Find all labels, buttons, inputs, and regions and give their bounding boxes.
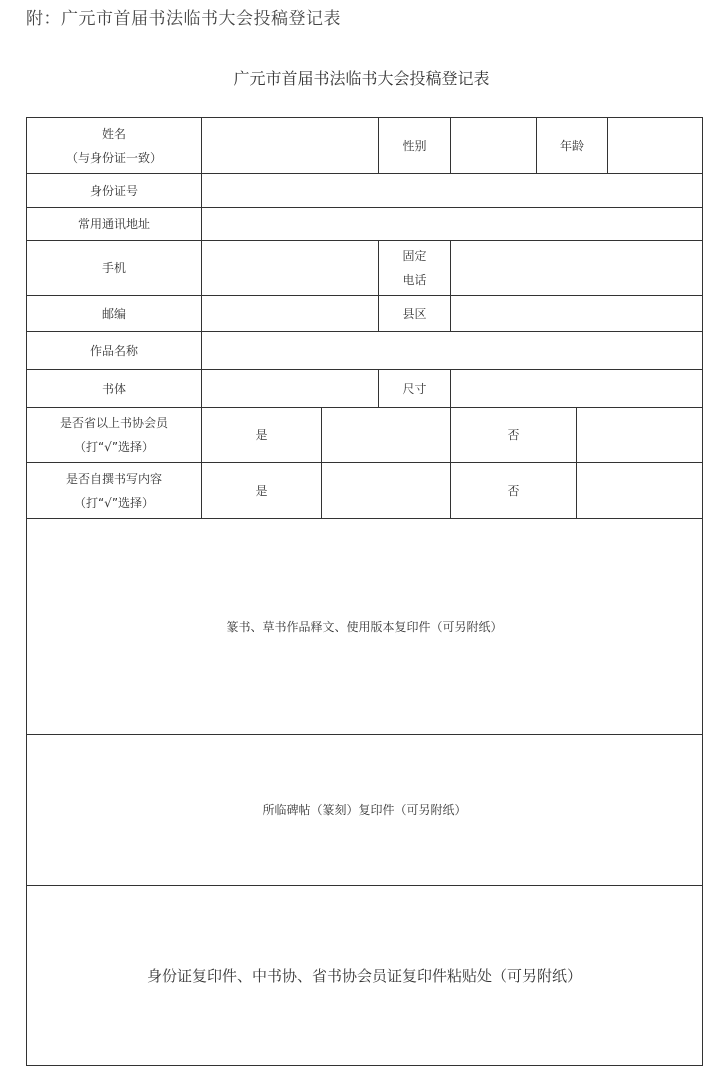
registration-form-table (26, 117, 703, 1066)
self-written-label-note: （打“√”选择） (73, 495, 155, 510)
work-title-label: 作品名称 (89, 343, 138, 358)
landline-field[interactable] (451, 241, 702, 295)
landline-label-line2: 电话 (402, 273, 427, 287)
address-field[interactable] (202, 208, 702, 240)
gender-label: 性别 (402, 138, 427, 153)
county-field[interactable] (451, 296, 702, 331)
transcription-attachment-area[interactable] (27, 519, 702, 734)
name-label-cell (27, 118, 201, 173)
self-written-label-cell (27, 463, 201, 518)
self-written-no-label: 否 (507, 483, 520, 498)
size-field[interactable] (451, 370, 702, 407)
script-style-label: 书体 (101, 381, 126, 396)
rubbing-section-label: 所临碑帖（篆刻）复印件（可另附纸） (262, 803, 467, 817)
id-copy-paste-area[interactable] (27, 886, 702, 1065)
script-style-field[interactable] (202, 370, 378, 407)
county-label: 县区 (402, 306, 427, 321)
gender-field[interactable] (451, 118, 536, 173)
postcode-field[interactable] (202, 296, 378, 331)
name-label: 姓名 (101, 126, 126, 141)
self-written-label: 是否自撰书写内容 (65, 471, 162, 486)
member-label-note: （打“√”选择） (73, 440, 155, 454)
self-written-no-checkbox[interactable] (577, 463, 702, 518)
age-label: 年龄 (559, 138, 584, 153)
id-number-field[interactable] (202, 174, 702, 207)
form-title: 广元市首届书法临书大会投稿登记表 (233, 69, 490, 88)
id-copy-section-label: 身份证复印件、中书协、省书协会员证复印件粘贴处（可另附纸） (146, 966, 582, 985)
member-yes-label: 是 (255, 428, 268, 442)
size-label: 尺寸 (402, 381, 427, 396)
self-written-yes-label: 是 (255, 483, 268, 498)
member-label-cell (27, 408, 201, 462)
name-field[interactable] (202, 118, 378, 173)
self-written-yes-checkbox[interactable] (322, 463, 450, 518)
address-label: 常用通讯地址 (77, 217, 150, 231)
age-field[interactable] (608, 118, 702, 173)
member-label: 是否省以上书协会员 (59, 416, 168, 430)
work-title-field[interactable] (202, 332, 702, 369)
rubbing-attachment-area[interactable] (27, 735, 702, 885)
transcription-section-label: 篆书、草书作品释文、使用版本复印件（可另附纸） (226, 619, 503, 634)
landline-label-line1: 固定 (402, 249, 427, 263)
appendix-heading: 附：广元市首届书法临书大会投稿登记表 (26, 9, 341, 29)
mobile-label: 手机 (101, 261, 126, 275)
member-no-checkbox[interactable] (577, 408, 702, 462)
id-number-label: 身份证号 (89, 183, 138, 198)
member-yes-checkbox[interactable] (322, 408, 450, 462)
member-no-label: 否 (507, 428, 520, 442)
landline-label-cell (379, 241, 450, 295)
name-label-note: （与身份证一致） (65, 150, 162, 165)
mobile-field[interactable] (202, 241, 378, 295)
postcode-label: 邮编 (101, 306, 126, 321)
